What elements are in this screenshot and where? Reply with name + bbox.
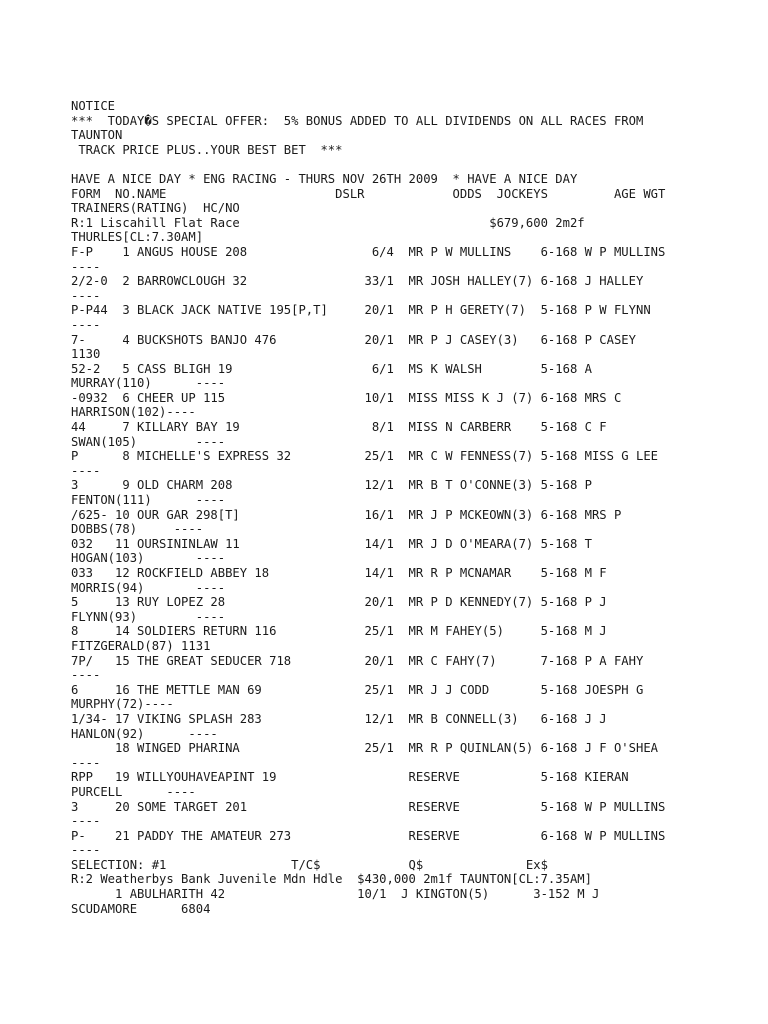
text-line: 6 16 THE METTLE MAN 69 25/1 MR J J CODD 5-168 JOESPH G (71, 682, 644, 697)
text-line: ---- (71, 259, 101, 274)
text-line: P- 21 PADDY THE AMATEUR 273 RESERVE 6-168 W P MULLINS (71, 828, 666, 843)
text-line: 2/2-0 2 BARROWCLOUGH 32 33/1 MR JOSH HALLEY(7) 6-168 J HALLEY (71, 274, 644, 289)
text-line: P-P44 3 BLACK JACK NATIVE 195[P,T] 20/1 MR P H GERETY(7) 5-168 P W FLYNN (71, 303, 651, 318)
text-line: 5 13 RUY LOPEZ 28 20/1 MR P D KENNEDY(7) 5-168 P J (71, 595, 607, 610)
racecard-document (71, 99, 761, 916)
text-line: THURLES[CL:7.30AM] (71, 230, 204, 245)
text-line: HAVE A NICE DAY * ENG RACING - THURS NOV 26TH 2009 * HAVE A NICE DAY (71, 171, 578, 186)
text-line: PURCELL ---- (71, 784, 196, 799)
text-line: 033 12 ROCKFIELD ABBEY 18 14/1 MR R P MCNAMAR 5-168 M F (71, 566, 607, 580)
text-line: FENTON(111) ---- (71, 493, 226, 508)
text-line: *** TODAY�S SPECIAL OFFER: 5% BONUS ADDED TO ALL DIVIDENDS ON ALL RACES FROM (71, 113, 644, 128)
text-line: -0932 6 CHEER UP 115 10/1 MISS MISS K J (7) 6-168 MRS C (71, 390, 622, 405)
text-line: 3 20 SOME TARGET 201 RESERVE 5-168 W P MULLINS (71, 799, 666, 814)
text-line: F-P 1 ANGUS HOUSE 208 6/4 MR P W MULLINS 6-168 W P MULLINS (71, 244, 666, 259)
text-line: SELECTION: #1 T/C$ Q$ Ex$ (71, 857, 548, 872)
text-line: ---- (71, 668, 101, 683)
text-line: ---- (71, 814, 101, 829)
text-line: MURRAY(110) ---- (71, 376, 226, 391)
text-line: 8 14 SOLDIERS RETURN 116 25/1 MR M FAHEY(5) 5-168 M J (71, 624, 607, 639)
text-line: 18 WINGED PHARINA 25/1 MR R P QUINLAN(5) 6-168 J F O'SHEA (71, 741, 658, 756)
text-line: TAUNTON (71, 128, 123, 143)
text-line: 032 11 OURSININLAW 11 14/1 MR J D O'MEARA(7) 5-168 T (71, 536, 592, 551)
text-line: 7P/ 15 THE GREAT SEDUCER 718 20/1 MR C FAHY(7) 7-168 P A FAHY (71, 653, 644, 668)
text-line: 1 ABULHARITH 42 10/1 J KINGTON(5) 3-152 M J (71, 887, 600, 902)
text-line: 1/34- 17 VIKING SPLASH 283 12/1 MR B CONNELL(3) 6-168 J J (71, 711, 607, 726)
text-line: 3 9 OLD CHARM 208 12/1 MR B T O'CONNE(3) 5-168 P (71, 478, 592, 493)
text-line: 1130 (71, 347, 101, 362)
text-line: FITZGERALD(87) 1131 (71, 638, 211, 653)
text-line: ---- (71, 288, 101, 303)
text-line: R:2 Weatherbys Bank Juvenile Mdn Hdle $430,000 2m1f TAUNTON[CL:7.35AM] (71, 872, 592, 887)
text-line: 44 7 KILLARY BAY 19 8/1 MISS N CARBERR 5-168 C F (71, 420, 607, 435)
text-line: TRAINERS(RATING) HC/NO (71, 201, 240, 216)
text-line: R:1 Liscahill Flat Race $679,600 2m2f (71, 215, 585, 230)
text-line: SWAN(105) ---- (71, 434, 226, 449)
text-line: HOGAN(103) ---- (71, 551, 226, 566)
text-line: FLYNN(93) ---- (71, 609, 226, 624)
text-line (71, 157, 761, 172)
text-line: MORRIS(94) ---- (71, 580, 226, 595)
text-line: /625- 10 OUR GAR 298[T] 16/1 MR J P MCKEOWN(3) 6-168 MRS P (71, 507, 622, 522)
text-line: ---- (71, 843, 101, 858)
text-line: MURPHY(72)---- (71, 697, 174, 712)
text-line: SCUDAMORE 6804 (71, 901, 211, 916)
text-line: HARRISON(102)---- (71, 405, 196, 420)
text-line: FORM NO.NAME DSLR ODDS JOCKEYS AGE WGT (71, 186, 666, 201)
text-line: 7- 4 BUCKSHOTS BANJO 476 20/1 MR P J CASEY(3) 6-168 P CASEY (71, 332, 636, 347)
text-line: TRACK PRICE PLUS..YOUR BEST BET *** (71, 142, 343, 157)
text-line: ---- (71, 463, 101, 478)
text-line: RPP 19 WILLYOUHAVEAPINT 19 RESERVE 5-168 KIERAN (71, 770, 629, 785)
text-line: NOTICE (71, 99, 116, 113)
text-line: P 8 MICHELLE'S EXPRESS 32 25/1 MR C W FENNESS(7) 5-168 MISS G LEE (71, 449, 658, 464)
text-line: ---- (71, 755, 101, 770)
text-line: ---- (71, 317, 101, 332)
text-line: HANLON(92) ---- (71, 726, 218, 741)
text-line: DOBBS(78) ---- (71, 522, 204, 537)
text-line: 52-2 5 CASS BLIGH 19 6/1 MS K WALSH 5-168 A (71, 361, 592, 376)
